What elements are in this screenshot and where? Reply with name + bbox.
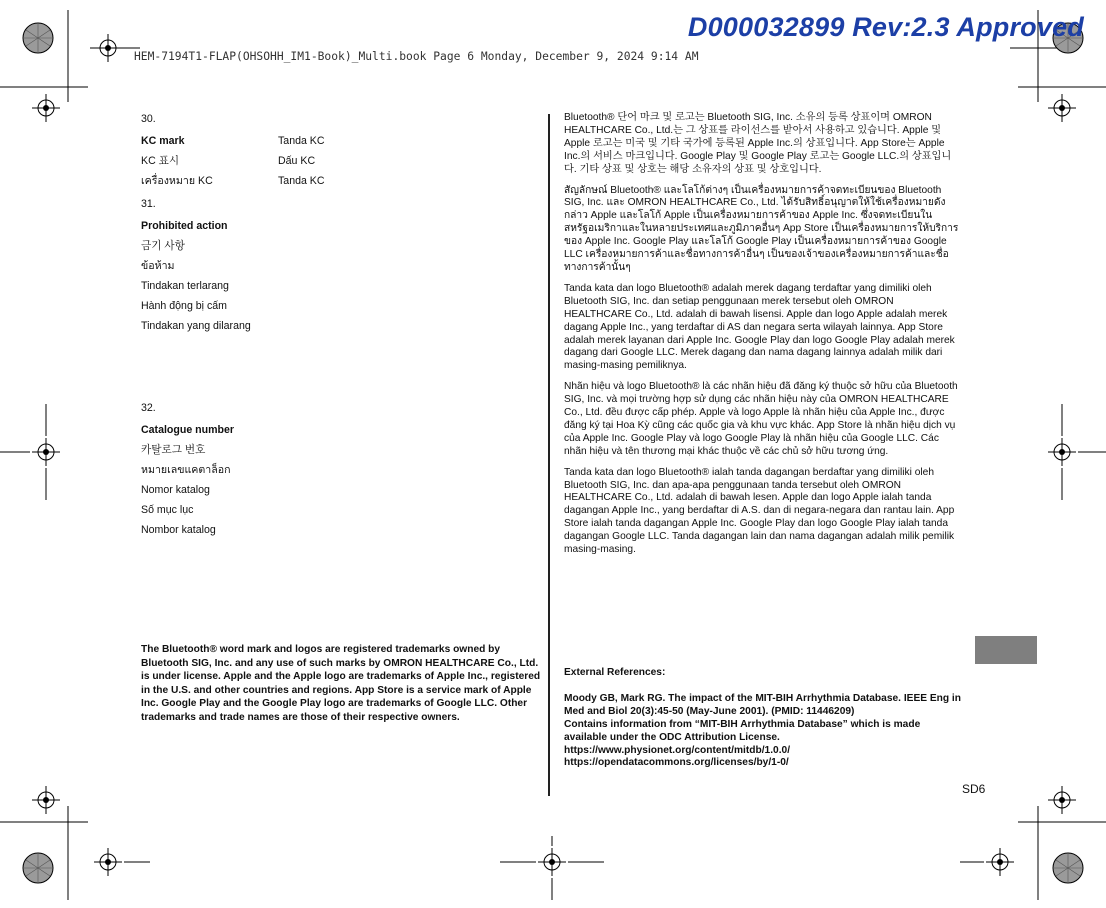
section-32 [141,398,541,540]
external-references [564,667,964,770]
section-item: Tindakan yang dilarang [141,320,251,332]
trademark-notice-english: The Bluetooth® word mark and logos are registered trademarks owned by Bluetooth SIG, Inc. and any use of such marks by OMRON HEALTHCARE Co., Ltd. is under license. Apple and the Apple logo are trademarks of Apple Inc., registered in the U.S. and other countries and regions. App Store is a service mark of Apple Inc. Google Play and the Google Play logo are trademarks of Google LLC. Other trademarks and trade names are those of their respective owners. [141,644,541,723]
row-value: Dấu KC [278,155,316,167]
section-item: หมายเลขแคตาล็อก [141,464,231,476]
trademark-notices-translated [564,112,959,565]
row-value: Tanda KC [278,175,325,187]
definition-row [141,151,541,171]
definition-row [141,131,541,151]
row-label: เครื่องหมาย KC [141,175,213,187]
section-31 [141,194,541,336]
reference-url: https://opendatacommons.org/licenses/by/1-0/ [564,757,789,769]
section-30 [141,109,541,191]
section-number: 30. [141,113,156,125]
section-item: Nombor katalog [141,524,216,536]
section-item: Số mục lục [141,504,194,516]
column-divider [548,114,550,796]
book-file-header: HEM-7194T1-FLAP(OHSOHH_IM1-Book)_Multi.book Page 6 Monday, December 9, 2024 9:14 AM [134,50,699,63]
section-item: Catalogue number [141,424,235,436]
row-value: Tanda KC [278,135,325,147]
section-item: 금기 사항 [141,240,185,252]
section-item: Prohibited action [141,220,228,232]
approval-stamp: D000032899 Rev:2.3 Approved [687,12,1084,42]
definition-row [141,171,541,191]
section-item: Tindakan terlarang [141,280,229,292]
section-item: Hành động bị cấm [141,300,227,312]
section-number: 31. [141,198,156,210]
trademark-notice-korean: Bluetooth® 단어 마크 및 로고는 Bluetooth SIG, Inc. 소유의 등록 상표이며 OMRON HEALTHCARE Co., Ltd.는 그 상표를 라이선스를 받아서 사용하고 있습니다. Apple 및 Apple 로고는 미국 및 기타 국가에 등록된 Apple Inc.의 상표입니다. App Store는 Apple Inc.의 서비스 마크입니다. Google Play 및 Google Play 로고는 Google LLC.의 상표입니다. 기타 상표 및 상호는 해당 소유자의 상표 및 상호입니다. [564,112,952,175]
reference-citation: Moody GB, Mark RG. The impact of the MIT-BIH Arrhythmia Database. IEEE Eng in Med and Biol 20(3):45-50 (May-June 2001). (PMID: 11446209) [564,692,961,717]
external-references-heading: External References: [564,667,666,678]
section-number: 32. [141,402,156,414]
trademark-notice-malay: Tanda kata dan logo Bluetooth® ialah tanda dagangan berdaftar yang dimiliki oleh Bluetooth SIG, Inc. dan apa-apa penggunaan tanda tersebut oleh OMRON HEALTHCARE Co., Ltd. adalah di bawah lesen. Apple dan logo Apple ialah tanda dagangan Apple Inc., yang berdaftar di A.S. dan di negara-negara dan rantau lain. App Store ialah tanda dagangan Apple Inc. Google Play dan logo Google Play ialah tanda dagangan Google LLC. Tanda dagangan lain dan nama dagangan adalah milik pemilik masing-masing. [564,466,955,556]
trademark-notice-indonesian: Tanda kata dan logo Bluetooth® adalah merek dagang terdaftar yang dimiliki oleh Bluetooth SIG, Inc. dan setiap penggunaan merek tersebut oleh OMRON HEALTHCARE Co., Ltd. adalah di bawah lisensi. Apple dan logo Apple adalah merek dagang Apple Inc., yang terdaftar di AS dan negara serta wilayah lainnya. App Store adalah merek layanan dari Apple Inc. Google Play dan logo Google Play adalah merek dagang dari Google LLC. Merek dagang dan nama dagang lainnya adalah milik dari masing-masing pemiliknya. [564,282,955,372]
row-label: KC mark [141,135,185,147]
reference-url: https://www.physionet.org/content/mitdb/1.0.0/ [564,744,791,756]
section-tab [975,636,1037,664]
section-item: ข้อห้าม [141,260,175,272]
reference-license-note: Contains information from “MIT-BIH Arrhythmia Database” which is made available under the ODC Attribution License. [564,718,921,743]
symbol-definitions [141,109,541,540]
row-label: KC 표시 [141,155,180,167]
page-number: SD6 [962,782,986,796]
section-item: 카탈로그 번호 [141,444,206,456]
section-item: Nomor katalog [141,484,210,496]
trademark-notice-thai: สัญลักษณ์ Bluetooth® และโลโก้ต่างๆ เป็นเครื่องหมายการค้าจดทะเบียนของ Bluetooth SIG, Inc. และ OMRON HEALTHCARE Co., Ltd. ได้รับสิทธิ์อนุญาตให้ใช้เครื่องหมายดังกล่าว Apple และโลโก้ Apple เป็นเครื่องหมายการค้าของ Apple Inc. ซึ่งจดทะเบียนในสหรัฐอเมริกาและในหลายประเทศและภูมิภาคอื่นๆ App Store เป็นเครื่องหมายการให้บริการของ Apple Inc. Google Play และโลโก้ Google Play เป็นเครื่องหมายการค้าของ Google LLC เครื่องหมายการค้าและชื่อทางการค้าอื่นๆ เป็นของเจ้าของเครื่องหมายการค้าและชื่อทางการค้านั้นๆ [564,184,959,273]
trademark-notice-vietnamese: Nhãn hiệu và logo Bluetooth® là các nhãn hiệu đã đăng ký thuộc sở hữu của Bluetooth SIG, Inc. và mọi trường hợp sử dụng các nhãn hiệu này của OMRON HEALTHCARE Co., Ltd. đều được cấp phép. Apple và logo Apple là nhãn hiệu của Apple Inc., được đăng ký tại Hoa Kỳ cũng các quốc gia và khu vực khác. App Store là nhãn hiệu dịch vụ của Apple Inc. Google Play và logo Google Play là nhãn hiệu của Google LLC. Các nhãn hiệu và tên thương mại khác thuộc về các chủ sở hữu tương ứng. [564,381,958,457]
